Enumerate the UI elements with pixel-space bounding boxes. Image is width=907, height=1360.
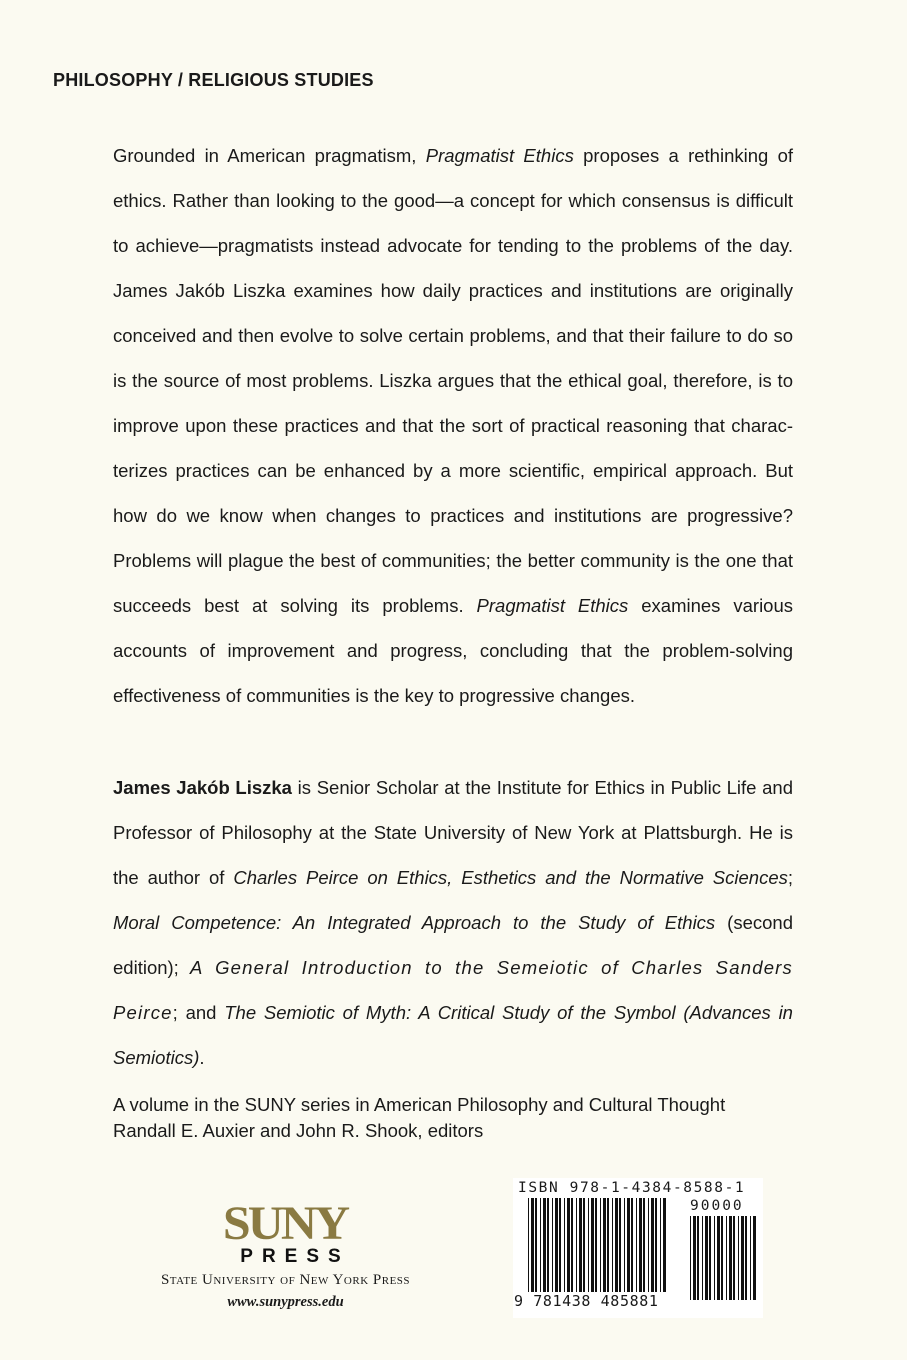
- barcode-bar: [631, 1198, 633, 1292]
- bio-text-1: is Senior Scholar at the Institute for Ethics in Public Life and Professor of Philosophy at the State University of New York at Plattsburgh. He is the author of: [113, 777, 793, 888]
- barcode-bar: [643, 1198, 645, 1292]
- barcode-bar: [583, 1198, 585, 1292]
- book-title-2: Moral Competence: An Integrated Approach to the Study of Ethics: [113, 912, 716, 933]
- barcode-bar: [648, 1198, 649, 1292]
- barcode-bar: [741, 1216, 744, 1300]
- book-title-4: The Semiotic of Myth: A Critical Study of the Symbol (Advances in Semiotics): [113, 1002, 793, 1068]
- barcode-bar: [576, 1198, 577, 1292]
- barcode-bar: [552, 1198, 553, 1292]
- barcode-bar: [709, 1216, 711, 1300]
- barcode-bar: [733, 1216, 735, 1300]
- barcode-bar: [705, 1216, 708, 1300]
- barcode-bar: [750, 1216, 751, 1300]
- barcode-bar: [660, 1198, 661, 1292]
- barcode-bar: [651, 1198, 654, 1292]
- barcode-bar: [639, 1198, 642, 1292]
- barcode-bar: [564, 1198, 565, 1292]
- barcode-bar: [595, 1198, 597, 1292]
- barcode-bar: [571, 1198, 573, 1292]
- barcode-bar: [717, 1216, 720, 1300]
- barcode-bar: [600, 1198, 601, 1292]
- isbn-label: ISBN 978-1-4384-8588-1: [518, 1180, 746, 1196]
- barcode-bar: [619, 1198, 621, 1292]
- category-label: PHILOSOPHY / RELIGIOUS STUDIES: [53, 70, 374, 90]
- barcode-bar: [714, 1216, 715, 1300]
- description-text-2: proposes a rethinking of ethics. Rather than looking to the good—a concept for which consensus is difficult to achieve—pragmatists instead advocate for tending to the problems of the day. James Jakób Liszka examines how daily practices and institutions are originally conceived and then evolve to solve certain problems, and that their failure to do so is the source of most problems. Liszka argues that the ethical goal, therefore, is to improve upon these practices and that the sort of practical reasoning that characterizes practices can be enhanced by a more scientific, empirical approach. But how do we know when changes to practices and institutions are progressive? Problems will plague the best of communities; the better community is the one that succeeds best at solving its problems.: [113, 145, 794, 616]
- publisher-website: www.sunypress.edu: [227, 1294, 344, 1310]
- barcode-bar: [547, 1198, 549, 1292]
- barcode-bar: [624, 1198, 625, 1292]
- barcode-bar: [543, 1198, 546, 1292]
- barcode-bar: [721, 1216, 723, 1300]
- publisher-name: State University of New York Press: [160, 1272, 411, 1288]
- series-editors: Randall E. Auxier and John R. Shook, editors: [113, 1120, 484, 1141]
- barcode-bar: [693, 1216, 696, 1300]
- barcode-bar: [726, 1216, 727, 1300]
- barcode-bar: [567, 1198, 570, 1292]
- bio-text-2: (second edition);: [113, 912, 793, 978]
- barcode-bar: [738, 1216, 739, 1300]
- barcode-bar: [745, 1216, 747, 1300]
- barcode-bar: [531, 1198, 534, 1292]
- bio-text-4: .: [199, 1047, 205, 1068]
- barcode-bar: [702, 1216, 703, 1300]
- barcode-bar: [663, 1198, 666, 1292]
- barcode-digits: 9 781438 485881: [514, 1292, 659, 1310]
- bio-sep-1: ;: [787, 867, 793, 888]
- barcode-bar: [690, 1216, 691, 1300]
- barcode-bar: [607, 1198, 609, 1292]
- book-title-3: A General Introduction to the Semeiotic of Charles Sanders Peirce: [113, 957, 793, 1023]
- series-title: A volume in the SUNY series in American Philosophy and Cultural Thought: [113, 1094, 726, 1115]
- description-text-1: Grounded in American pragmatism,: [113, 145, 426, 166]
- barcode-bar: [627, 1198, 630, 1292]
- barcode-bar: [559, 1198, 561, 1292]
- barcode-bar: [528, 1198, 529, 1292]
- barcode-bar: [591, 1198, 594, 1292]
- book-title-1: Charles Peirce on Ethics, Esthetics and the Normative Sciences: [233, 867, 788, 888]
- barcode-bar: [579, 1198, 582, 1292]
- addon-code: 90000: [690, 1198, 744, 1214]
- barcode-bar: [729, 1216, 732, 1300]
- book-title-italic: Pragmatist Ethics: [476, 595, 629, 616]
- barcode-bar: [697, 1216, 699, 1300]
- barcode-bar: [655, 1198, 657, 1292]
- barcode-bar: [540, 1198, 541, 1292]
- barcode-bar: [636, 1198, 637, 1292]
- bio-text-3: ; and: [172, 1002, 225, 1023]
- barcode-bar: [535, 1198, 537, 1292]
- book-title-italic: Pragmatist Ethics: [425, 145, 574, 166]
- barcode-bar: [588, 1198, 589, 1292]
- barcode-bar: [555, 1198, 558, 1292]
- barcode-bar: [753, 1216, 756, 1300]
- barcode-bar: [603, 1198, 606, 1292]
- logo-suny-text: SUNY: [222, 1196, 348, 1250]
- description-text-3: examines various accounts of improvement and progress, concluding that the problem-solving effectiveness of communities is the key to progressive changes.: [113, 595, 794, 706]
- logo-press-text: PRESS: [240, 1246, 350, 1267]
- author-name: James Jakób Liszka: [113, 777, 292, 798]
- barcode-bar: [615, 1198, 618, 1292]
- barcode-bar: [612, 1198, 613, 1292]
